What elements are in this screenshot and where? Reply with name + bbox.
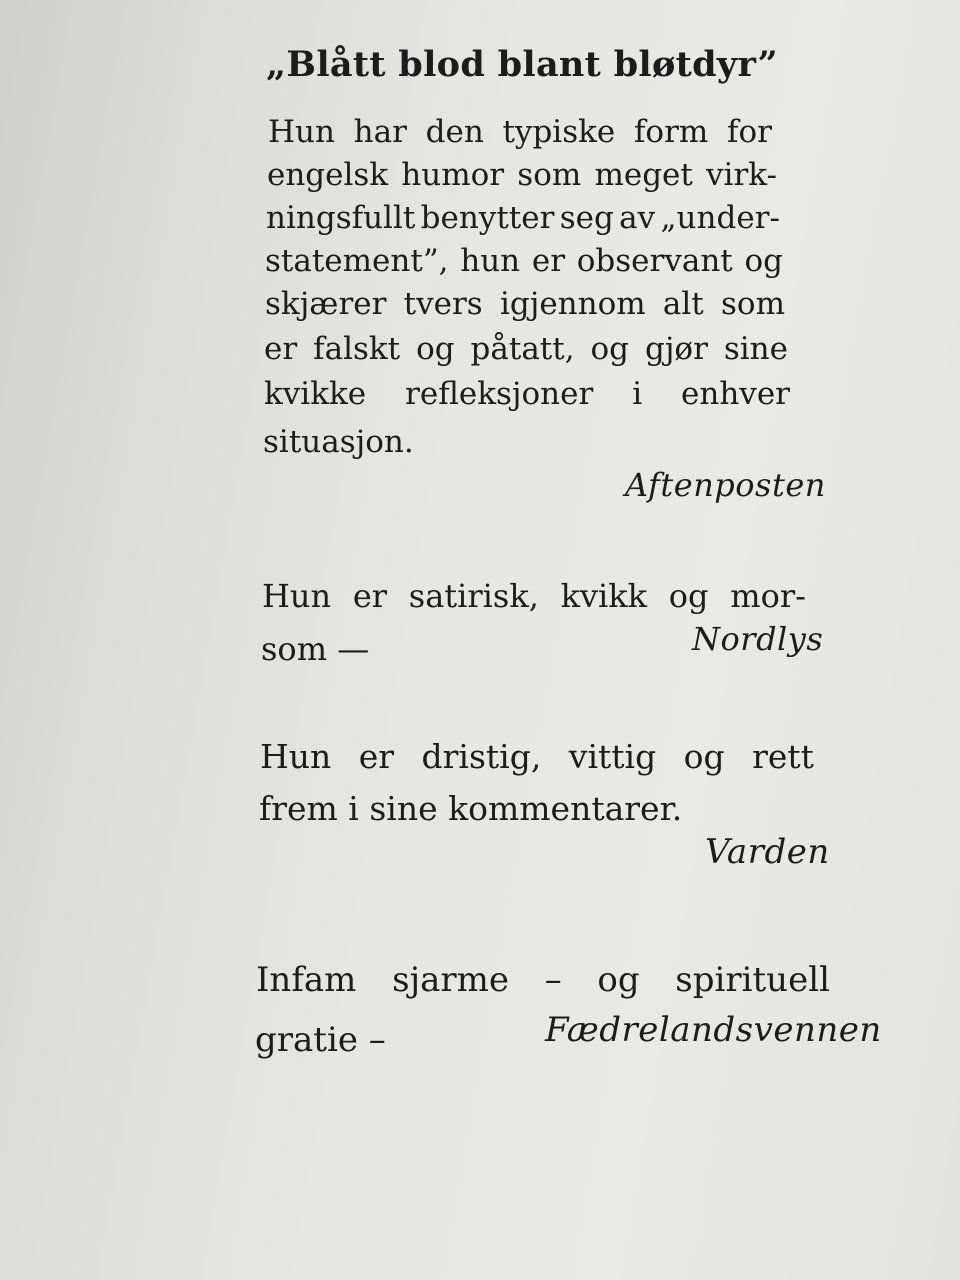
- review-line: som —: [261, 630, 370, 668]
- review-line: engelsk humor som meget virk-: [267, 157, 777, 193]
- source-attribution: Nordlys: [692, 620, 824, 658]
- source-attribution: Aftenposten: [625, 466, 826, 504]
- review-line: situasjon.: [263, 424, 414, 460]
- review-line: Hun har den typiske form for: [268, 114, 772, 150]
- review-line: skjærer tvers igjennom alt som: [265, 286, 785, 322]
- review-line: statement”, hun er observant og: [265, 243, 783, 279]
- review-line: kvikke refleksjoner i enhver: [264, 376, 790, 412]
- review-line: gratie –: [255, 1020, 386, 1060]
- review-line: er falskt og påtatt, og gjør sine: [264, 331, 788, 367]
- review-line: ningsfullt benytter seg av „under-: [266, 200, 780, 236]
- page-title: „Blått blod blant bløtdyr”: [266, 44, 778, 85]
- review-line: frem i sine kommentarer.: [259, 789, 683, 828]
- review-line: Hun er satirisk, kvikk og mor-: [262, 577, 806, 615]
- source-attribution: Fædrelandsvennen: [545, 1010, 882, 1050]
- review-line: Hun er dristig, vittig og rett: [260, 737, 814, 776]
- source-attribution: Varden: [705, 832, 830, 872]
- review-line: Infam sjarme – og spirituell: [256, 960, 830, 1000]
